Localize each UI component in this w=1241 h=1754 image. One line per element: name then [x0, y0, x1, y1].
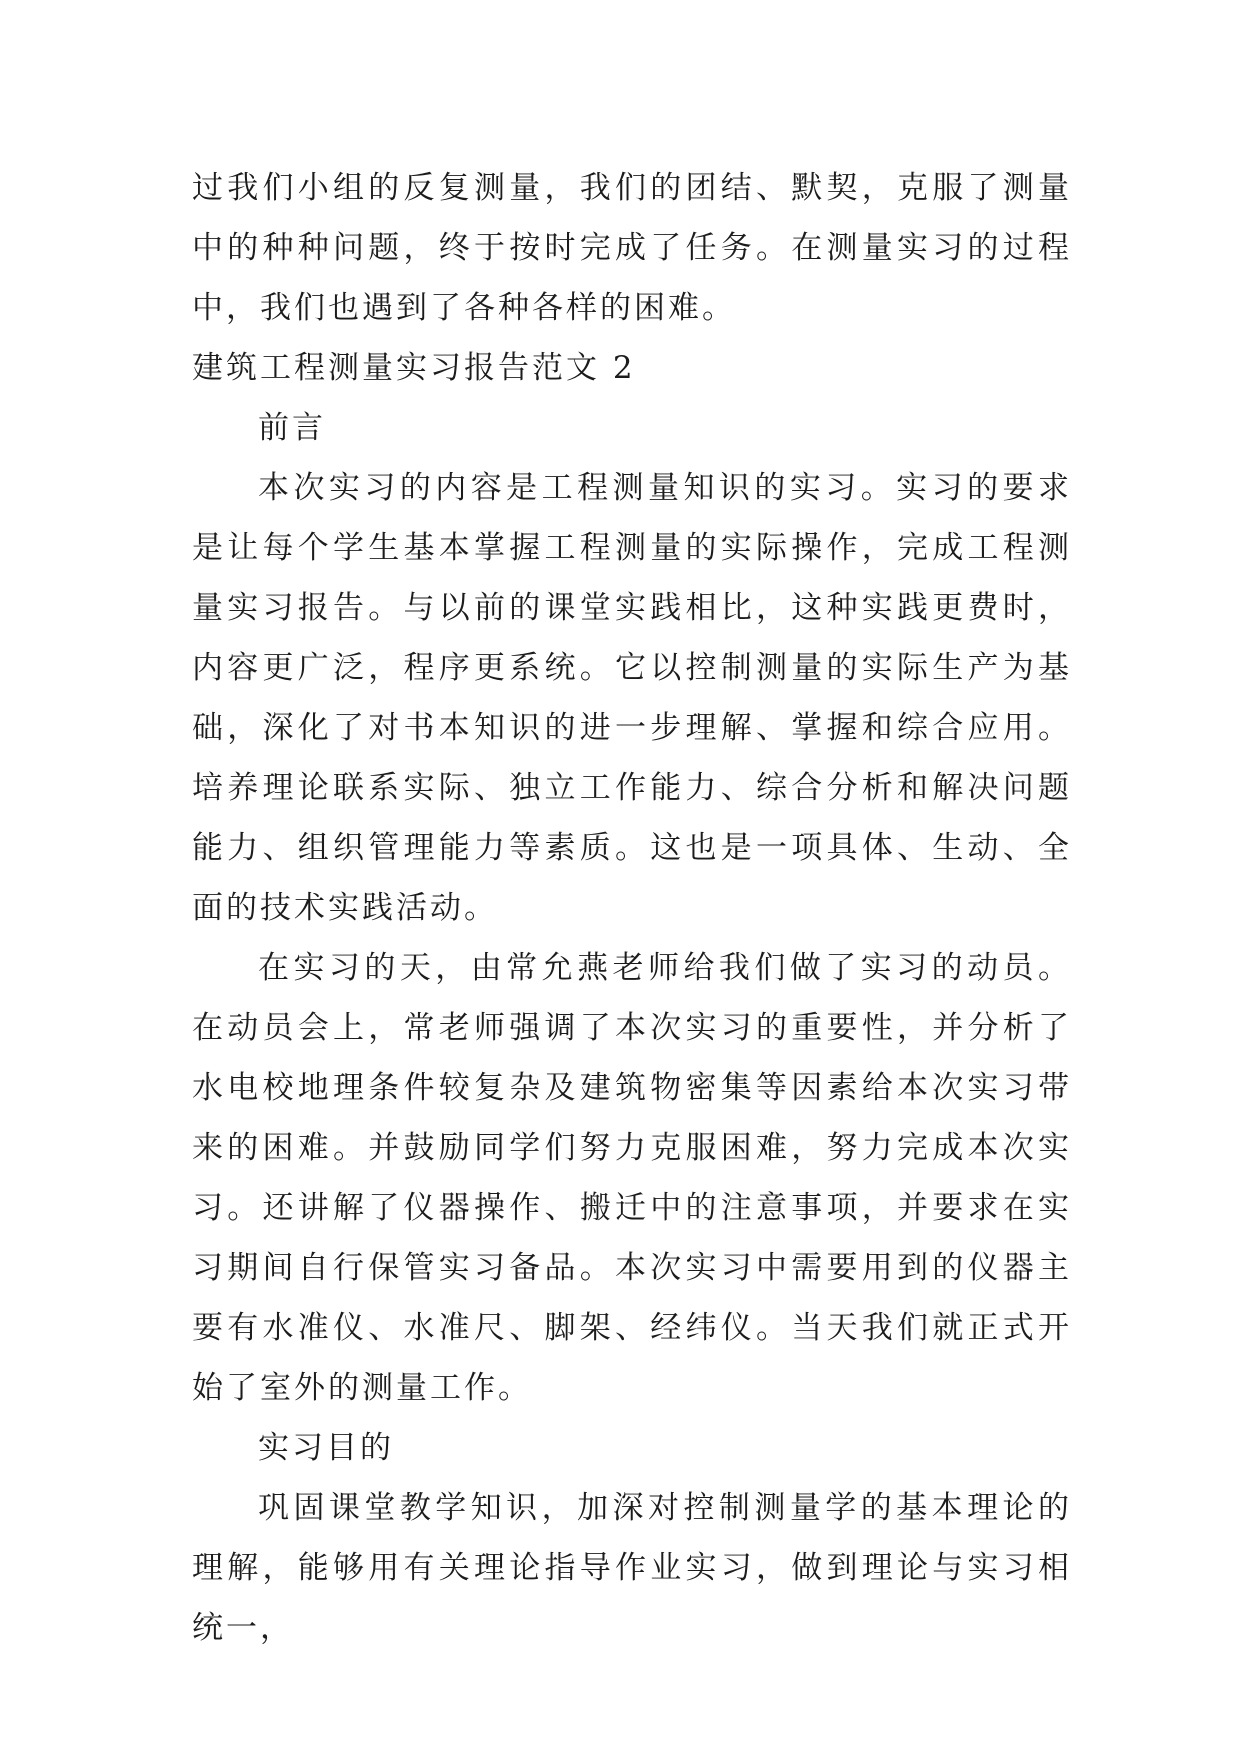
preface-heading: 前言	[258, 410, 326, 446]
preface-paragraph: 本次实习的内容是工程测量知识的实习。实习的要求是让每个学生基本掌握工程测量的实际操作，完成工程测量实习报告。与以前的课堂实践相比，这种实践更费时，内容更广泛，程序更系统。它以控制测量的实际生产为基础，深化了对书本知识的进一步理解、掌握和综合应用。培养理论联系实际、独立工作能力、综合分析和解决问题能力、组织管理能力等素质。这也是一项具体、生动、全面的技术实践活动。	[192, 470, 1072, 926]
continuation-paragraph: 过我们小组的反复测量，我们的团结、默契，克服了测量中的种种问题，终于按时完成了任务。在测量实习的过程中，我们也遇到了各种各样的困难。	[192, 170, 1072, 326]
purpose-paragraph: 巩固课堂教学知识，加深对控制测量学的基本理论的理解，能够用有关理论指导作业实习，做到理论与实习相统一，	[192, 1490, 1072, 1646]
purpose-heading: 实习目的	[258, 1430, 394, 1466]
document-body	[192, 158, 1072, 1658]
mobilization-paragraph: 在实习的天，由常允燕老师给我们做了实习的动员。在动员会上，常老师强调了本次实习的重要性，并分析了水电校地理条件较复杂及建筑物密集等因素给本次实习带来的困难。并鼓励同学们努力克服困难，努力完成本次实习。还讲解了仪器操作、搬迁中的注意事项，并要求在实习期间自行保管实习备品。本次实习中需要用到的仪器主要有水准仪、水准尺、脚架、经纬仪。当天我们就正式开始了室外的测量工作。	[192, 950, 1072, 1406]
section-title: 建筑工程测量实习报告范文 2	[192, 350, 636, 386]
